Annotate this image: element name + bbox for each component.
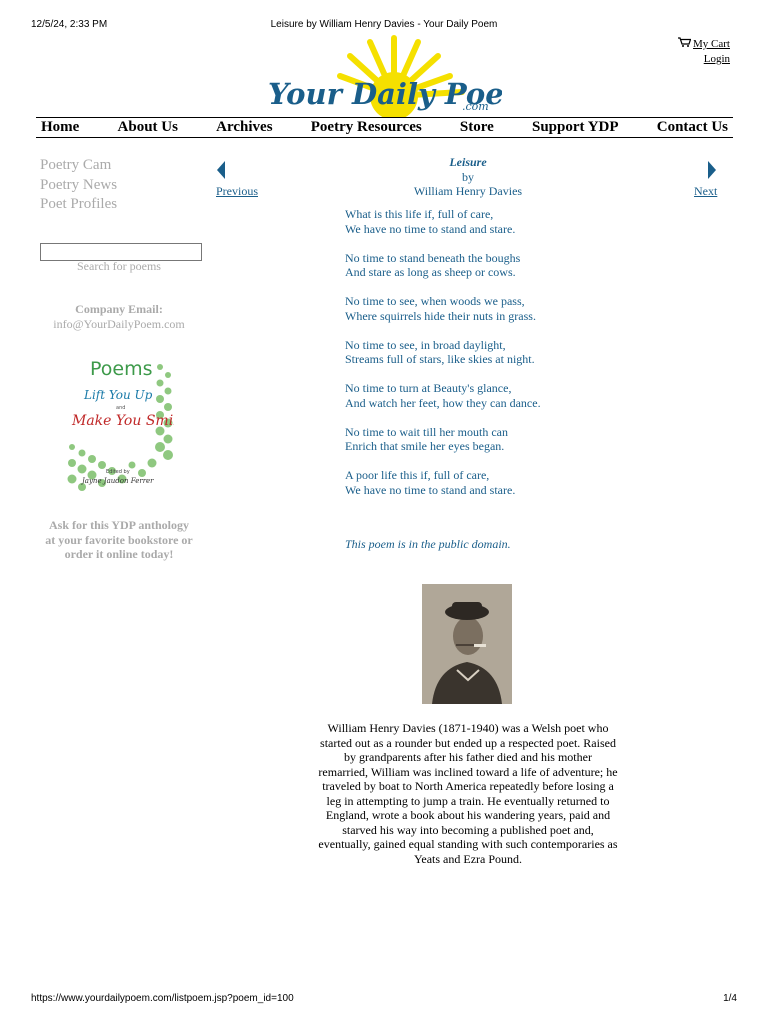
print-page-number: 1/4 [723,993,737,1004]
poem-line: No time to see, when woods we pass, [345,294,525,308]
book-title-line4: Make You Smi [72,413,174,429]
nav-support-ydp[interactable]: Support YDP [532,119,619,135]
search-label: Search for poems [77,259,161,273]
poem-line: We have no time to stand and stare. [345,482,516,497]
poem-title: Leisure [449,155,487,169]
promo-line-1: Ask for this YDP anthology [48,518,190,532]
poem-line: We have no time to stand and stare. [345,221,516,236]
poem-line: A poor life this if, full of care, [345,468,490,482]
poem-author[interactable]: William Henry Davies [413,184,523,198]
site-logo[interactable] [266,34,502,118]
previous-poem-nav[interactable] [216,160,258,199]
cart-icon[interactable] [678,37,691,52]
company-email-address[interactable]: info@YourDailyPoem.com [53,317,185,331]
book-title-line2: Lift You Up [84,388,153,402]
book-title-line1: Poems [90,358,153,380]
anthology-book-cover[interactable] [64,355,174,493]
poem-line: Streams full of stars, like skies at night. [345,352,535,366]
main-nav [36,117,733,138]
nav-about-us[interactable]: About Us [117,119,178,135]
poem-by: by [462,169,474,184]
next-arrow-icon[interactable] [694,160,717,184]
previous-arrow-icon[interactable] [216,160,258,184]
poem-stanza [345,338,675,367]
rights-notice: This poem is in the public domain. [345,537,511,551]
nav-poetry-resources[interactable]: Poetry Resources [310,119,422,135]
sidebar-item-poetry-news[interactable]: Poetry News [40,176,118,193]
my-cart-link[interactable]: My Cart [693,38,730,50]
sidebar-item-poetry-cam[interactable]: Poetry Cam [40,157,112,173]
logo-text: Your Daily Poe [268,77,502,111]
book-editor: Jayne Jaudon Ferrer [82,477,154,485]
nav-home[interactable]: Home [41,119,80,135]
company-email-heading: Company Email: [75,302,163,316]
nav-contact-us[interactable]: Contact Us [656,119,728,135]
logo-suffix: .com [462,100,489,113]
author-portrait [422,584,512,704]
print-page-title: Leisure by William Henry Davies - Your Daily Poem [270,19,498,30]
sidebar [30,156,210,561]
poem-stanza [345,425,675,454]
sidebar-item-poet-profiles[interactable]: Poet Profiles [40,196,118,212]
poem-stanza [345,294,675,323]
nav-archives[interactable]: Archives [216,119,273,135]
poem-line: What is this life if, full of care, [345,207,494,221]
poem-line: No time to turn at Beauty's glance, [345,381,512,395]
poem-line: And stare as long as sheep or cows. [345,265,516,279]
login-link[interactable]: Login [703,53,730,65]
print-date: 12/5/24, 2:33 PM [31,19,108,30]
poem-stanza [345,381,675,410]
promo-line-3: order it online today! [64,547,174,561]
poem-line: No time to wait till her mouth can [345,424,508,439]
author-bio: William Henry Davies (1871-1940) was a Welsh poet who started out as a rounder but ended up a respected poet. Raised by grandparents after his father died and his mother remarried, William was inclined toward a life of adventure; he traveled by boat to North America repeatedly before losing a leg in attempting to jump a train. He eventually returned to England, wrote a book about his wandering years, paid and starved his way into becoming a published poet and, eventually, gained equal standing with such contemporaries as Yeats and Ezra Pound. [318,721,618,866]
previous-link[interactable]: Previous [216,184,258,198]
poem-stanza [345,207,675,236]
next-poem-nav[interactable] [694,160,717,199]
poem-header [340,155,596,199]
account-links [678,37,730,67]
promo-line-2: at your favorite bookstore or [45,532,193,547]
poem-line: No time to see, in broad daylight, [345,337,506,352]
poem-body [345,207,675,512]
print-url: https://www.yourdailypoem.com/listpoem.jsp?poem_id=100 [31,993,294,1004]
poem-stanza [345,468,675,497]
nav-store[interactable]: Store [459,119,494,135]
anthology-promo [30,518,208,562]
book-editor-line: Edited by [106,469,130,475]
poem-line: No time to stand beneath the boughs [345,250,521,265]
poem-stanza [345,251,675,280]
company-email-block [30,302,208,332]
poem-line: Enrich that smile her eyes began. [345,439,505,453]
poem-line: Where squirrels hide their nuts in grass. [345,308,536,323]
poem-line: And watch her feet, how they can dance. [345,395,541,410]
book-title-line3: and [116,405,126,411]
next-link[interactable]: Next [694,184,718,198]
